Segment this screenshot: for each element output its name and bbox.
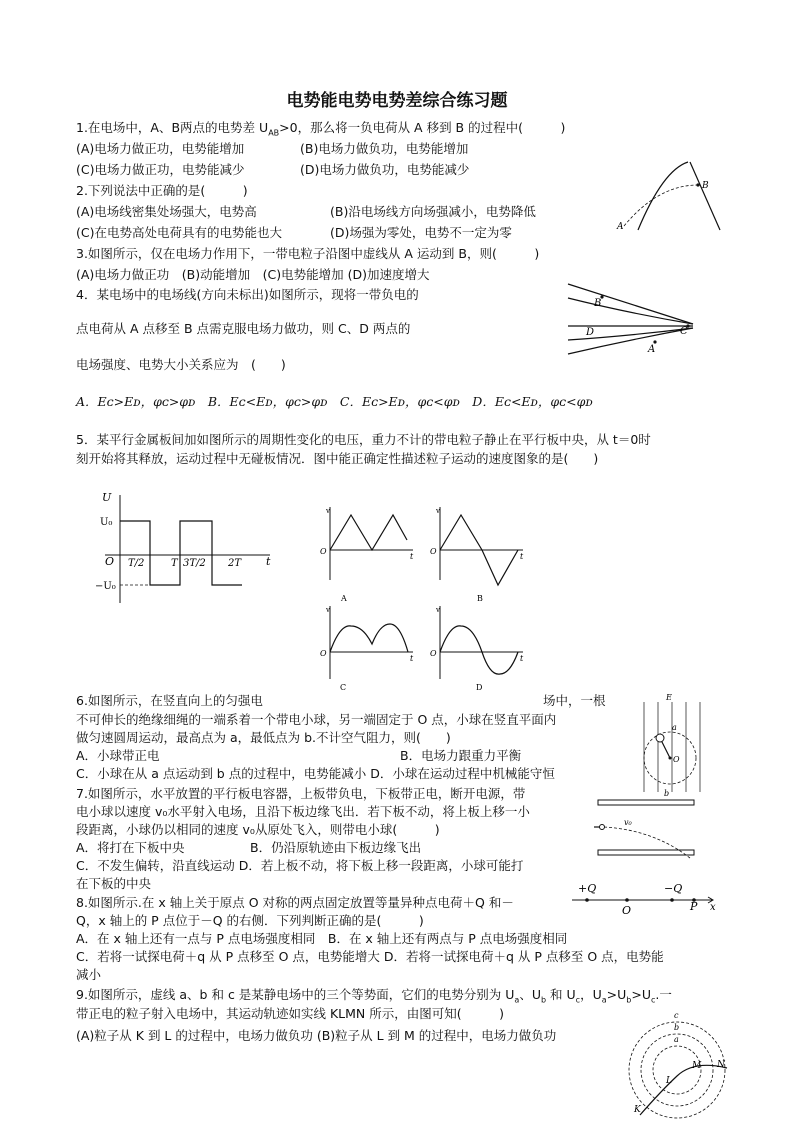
svg-text:N: N (717, 1060, 725, 1070)
question-4-line1: 4．某电场中的电场线(方向未标出)如图所示，现将一带负电的 (76, 287, 419, 302)
question-8-line2: Q，x 轴上的 P 点位于－Q 的右侧．下列判断正确的是( ) (76, 913, 424, 928)
q4-options: A．Eᴄ>Eᴅ，φᴄ>φᴅ B．Eᴄ<Eᴅ，φᴄ>φᴅ C．Eᴄ>Eᴅ，φᴄ<φᴅ D．Eᴄ<Eᴅ，φᴄ<φᴅ (76, 394, 593, 409)
question-2: 2.下列说法中正确的是( ) (76, 183, 248, 198)
svg-text:c: c (674, 1011, 679, 1020)
svg-text:v: v (326, 606, 330, 614)
question-6-line2: 不可伸长的绝缘细绳的一端系着一个带电小球，另一端固定于 O 点，小球在竖直平面内 (76, 712, 557, 727)
svg-text:O: O (622, 904, 632, 917)
svg-text:U: U (102, 491, 112, 504)
svg-text:a: a (672, 723, 677, 732)
svg-text:B: B (477, 594, 483, 603)
q3-options: (A)电场力做正功 (B)动能增加 (C)电势能增加 (D)加速度增大 (76, 267, 430, 282)
svg-text:t: t (410, 552, 414, 561)
question-3: 3.如图所示，仅在电场力作用下，一带电粒子沿图中虚线从 A 运动到 B，则( ) (76, 246, 540, 261)
svg-text:O: O (105, 555, 115, 568)
q2-option-a: (A)电场线密集处场强大，电势高 (76, 204, 257, 219)
svg-text:t: t (520, 552, 524, 561)
question-6-line1-end: 场中，一根 (543, 693, 606, 708)
velocity-graph-c (318, 604, 418, 692)
q1-option-b: (B)电场力做负功，电势能增加 (300, 141, 469, 156)
q8-options-cd: C．若将一试探电荷＋q 从 P 点移至 O 点，电势能增大 D．若将一试探电荷＋q 从 P 点移至 O 点，电势能 (76, 949, 664, 964)
svg-text:A: A (341, 594, 347, 603)
q6-options-cd: C．小球在从 a 点运动到 b 点的过程中，电势能减小 D．小球在运动过程中机械能守恒 (76, 766, 555, 781)
q9-equipotential-figure (622, 1010, 732, 1120)
question-7-line1: 7.如图所示，水平放置的平行板电容器，上板带负电，下板带正电，断开电源，带 (76, 786, 526, 801)
svg-text:O: O (430, 547, 437, 556)
question-6-line3: 做匀速圆周运动，最高点为 a，最低点为 b.不计空气阻力，则( ) (76, 730, 451, 745)
svg-text:O: O (430, 649, 437, 658)
svg-text:x: x (710, 902, 716, 913)
question-9-line1: 9.如图所示，虚线 a、b 和 c 是某静电场中的三个等势面，它们的电势分别为 $U_a$、$U_b$ 和 $U_c$，$U_a>U_b>U_c$.一 (76, 987, 672, 1005)
svg-text:L: L (666, 1076, 672, 1086)
svg-text:t: t (410, 654, 414, 663)
question-6-line1: 6.如图所示，在竖直向上的匀强电 (76, 693, 263, 708)
svg-text:t: t (520, 654, 524, 663)
velocity-graph-b (428, 505, 528, 603)
question-7-line4: 在下板的中央 (76, 876, 152, 891)
question-5-line1: 5．某平行金属板间加如图所示的周期性变化的电压，重力不计的带电粒子静止在平行板中央，从 t＝0时 (76, 432, 651, 447)
question-8-line3: 减小 (76, 967, 102, 982)
q8-options-ab: A．在 x 轴上还有一点与 P 点电场强度相同 B．在 x 轴上还有两点与 P 点电场强度相同 (76, 931, 568, 946)
svg-text:B: B (594, 298, 602, 309)
velocity-graph-a (318, 505, 418, 603)
q2-option-c: (C)在电势高处电荷具有的电势能也大 (76, 225, 282, 240)
svg-text:E: E (666, 693, 672, 702)
svg-text:−U₀: −U₀ (95, 581, 116, 592)
svg-text:t: t (266, 555, 271, 568)
q3-field-figure (608, 160, 720, 240)
svg-text:D: D (586, 327, 595, 338)
svg-text:A: A (617, 222, 624, 232)
svg-text:+Q: +Q (578, 882, 597, 895)
svg-text:v: v (326, 507, 330, 515)
question-5-line2: 刻开始将其释放，运动过程中无碰板情况．图中能正确定性描述粒子运动的速度图象的是( ) (76, 451, 599, 466)
svg-text:2T: 2T (228, 558, 242, 569)
svg-text:B: B (702, 181, 709, 191)
svg-text:P: P (690, 900, 698, 913)
q7-option-a: A．将打在下板中央 (76, 840, 185, 855)
svg-text:v: v (436, 507, 440, 515)
svg-text:b: b (674, 1023, 680, 1032)
svg-text:K: K (634, 1105, 641, 1115)
q7-option-b: B．仍沿原轨迹由下板边缘飞出 (250, 840, 422, 855)
svg-text:M: M (692, 1061, 702, 1071)
velocity-graph-d (428, 604, 528, 692)
svg-text:a: a (674, 1035, 679, 1044)
question-1: 1.在电场中，A、B两点的电势差 $U_{AB}>0$，那么将一负电荷从 A 移到 B 的过程中( ) (76, 120, 566, 138)
svg-text:A: A (648, 344, 656, 355)
svg-text:T: T (171, 558, 178, 569)
q4-field-lines-figure (568, 278, 698, 358)
q7-capacitor-figure (594, 798, 699, 866)
question-4-line3: 电场强度、电势大小关系应为 ( ) (76, 357, 286, 372)
question-4-line2: 点电荷从 A 点移至 B 点需克服电场力做功，则 C、D 两点的 (76, 321, 411, 336)
voltage-waveform-figure (95, 493, 280, 605)
svg-text:v: v (436, 606, 440, 614)
svg-text:U₀: U₀ (100, 517, 113, 528)
svg-text:C: C (340, 683, 347, 692)
svg-text:C: C (680, 326, 688, 337)
svg-text:D: D (476, 683, 483, 692)
q6-option-b: B．电场力跟重力平衡 (400, 748, 522, 763)
svg-text:O: O (673, 755, 680, 764)
q1-option-d: (D)电场力做负功，电势能减少 (300, 162, 470, 177)
svg-text:v₀: v₀ (624, 818, 632, 827)
q6-option-a: A．小球带正电 (76, 748, 160, 763)
svg-text:b: b (664, 789, 670, 798)
q8-charges-axis-figure (572, 880, 722, 916)
question-7-line3: 段距离，小球仍以相同的速度 v₀从原处飞入，则带电小球( ) (76, 822, 440, 837)
svg-text:3T/2: 3T/2 (183, 558, 206, 569)
q7-options-cd: C．不发生偏转，沿直线运动 D．若上板不动，将下板上移一段距离，小球可能打 (76, 858, 524, 873)
question-7-line2: 电小球以速度 v₀水平射入电场，且沿下板边缘飞出．若下板不动，将上板上移一小 (76, 804, 530, 819)
svg-text:T/2: T/2 (128, 558, 145, 569)
q1-option-a: (A)电场力做正功，电势能增加 (76, 141, 245, 156)
q1-option-c: (C)电场力做正功，电势能减少 (76, 162, 245, 177)
svg-text:O: O (320, 649, 327, 658)
q2-option-d: (D)场强为零处，电势不一定为零 (330, 225, 512, 240)
page-title: 电势能电势电势差综合练习题 (286, 91, 508, 111)
q9-options-ab: (A)粒子从 K 到 L 的过程中，电场力做负功 (B)粒子从 L 到 M 的过程中，电场力做负功 (76, 1028, 557, 1043)
question-8-line1: 8.如图所示.在 x 轴上关于原点 O 对称的两点固定放置等量异种点电荷＋Q 和－ (76, 895, 514, 910)
q2-option-b: (B)沿电场线方向场强减小，电势降低 (330, 204, 536, 219)
question-9-line2: 带正电的粒子射入电场中，其运动轨迹如实线 KLMN 所示，由图可知( ) (76, 1006, 504, 1021)
q6-circular-motion-figure (636, 692, 706, 800)
svg-text:−Q: −Q (664, 882, 683, 895)
svg-text:O: O (320, 547, 327, 556)
